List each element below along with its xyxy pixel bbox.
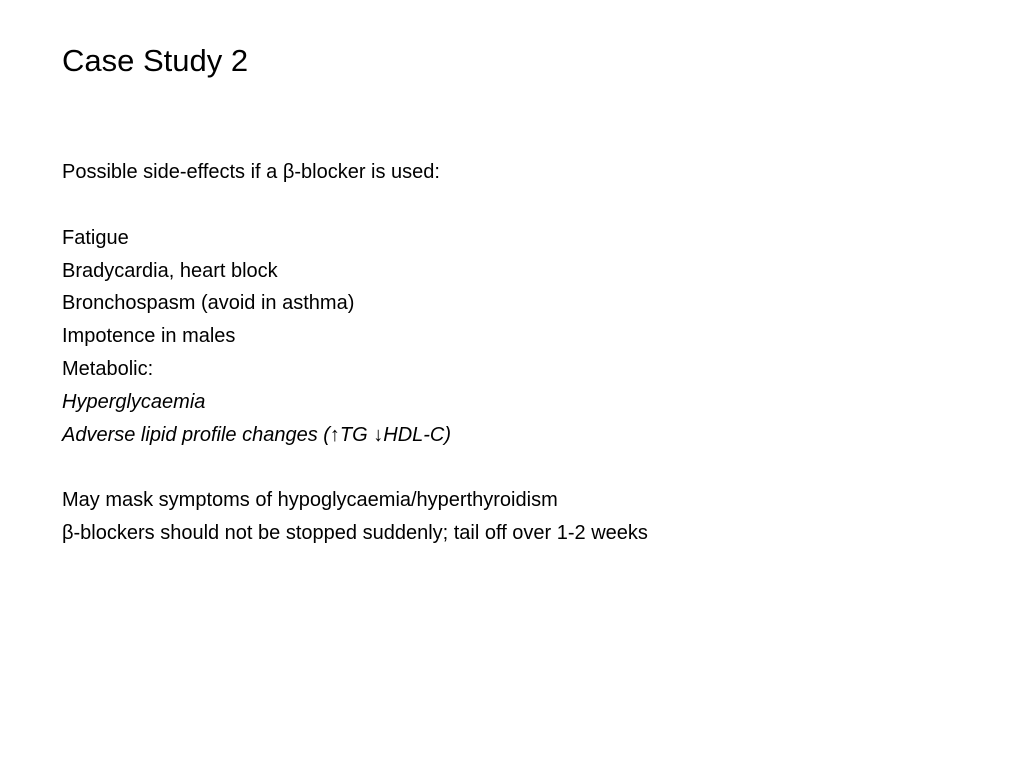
side-effect-item: Impotence in males <box>62 325 236 347</box>
side-effect-item: Fatigue <box>62 227 129 249</box>
side-effect-item: Bronchospasm (avoid in asthma) <box>62 292 355 314</box>
metabolic-item: Adverse lipid profile changes (↑TG ↓HDL-C) <box>62 424 452 446</box>
note-item: β-blockers should not be stopped suddenly; tail off over 1-2 weeks <box>62 522 648 544</box>
slide-title: Case Study 2 <box>62 43 249 78</box>
metabolic-item: Hyperglycaemia <box>62 391 206 413</box>
side-effect-item: Metabolic: <box>62 358 154 380</box>
intro-text: Possible side-effects if a β-blocker is used: <box>62 161 440 183</box>
side-effect-item: Bradycardia, heart block <box>62 260 278 282</box>
note-item: May mask symptoms of hypoglycaemia/hyperthyroidism <box>62 489 558 511</box>
